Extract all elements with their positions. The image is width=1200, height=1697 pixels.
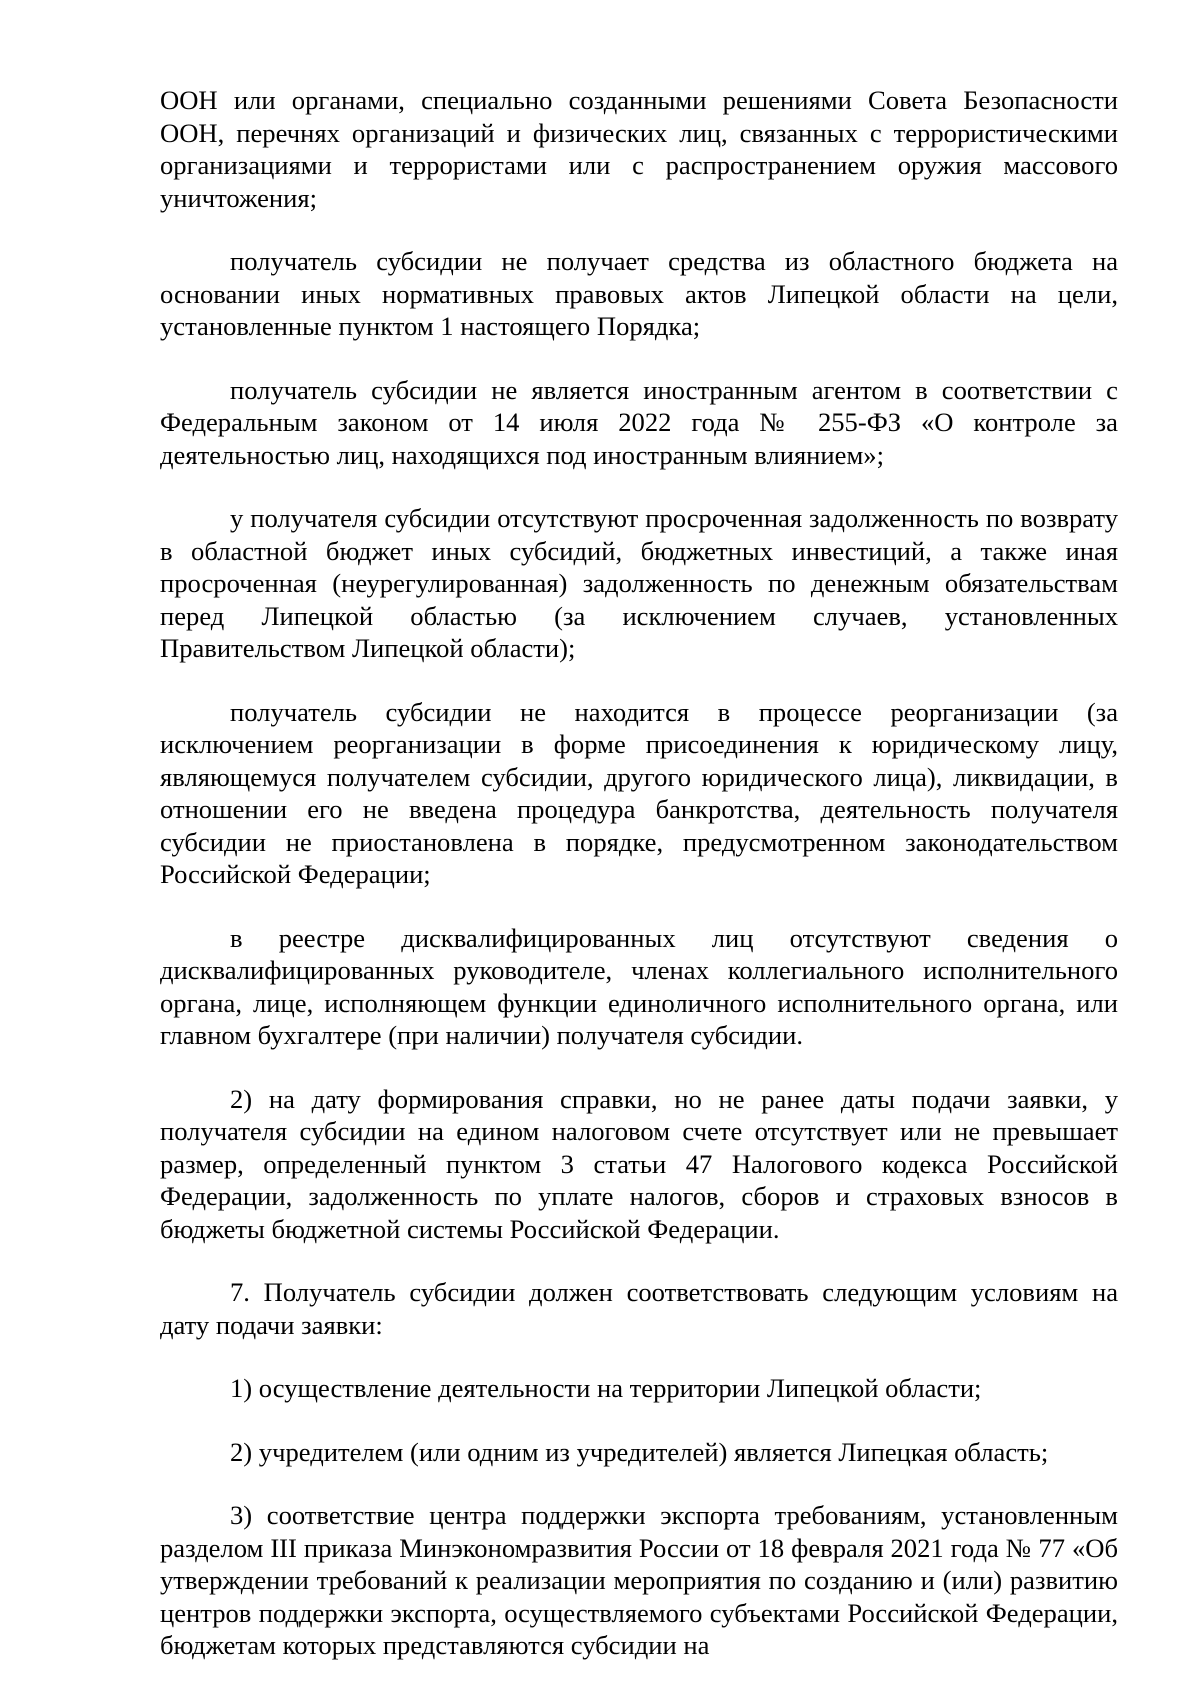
paragraph-foreign-agent: получатель субсидии не является иностранным агентом в соответствии с Федеральным законом от 14 июля 2022 года № 255-ФЗ «О контроле за деятельностью лиц, находящихся под иностранным влиянием»; [160, 374, 1118, 470]
paragraph-item-7-conditions: 7. Получатель субсидии должен соответствовать следующим условиям на дату подачи заявки: [160, 1277, 1118, 1340]
paragraph-tax-debt: 2) на дату формирования справки, но не ранее даты подачи заявки, у получателя субсидии на едином налоговом счете отсутствует или не превышает размер, определенный пунктом 3 статьи 47 Налогового кодекса Российской Федерации, задолженность по уплате налогов, сборов и страховых взносов в бюджеты бюджетной системы Российской Федерации. [160, 1083, 1118, 1244]
paragraph-no-other-funds: получатель субсидии не получает средства из областного бюджета на основании иных нормативных правовых актов Липецкой области на цели, установленные пунктом 1 настоящего Порядка; [160, 246, 1118, 341]
paragraph-un-lists: ООН или органами, специально созданными решениями Совета Безопасности ООН, перечнях организаций и физических лиц, связанных с террористическими организациями и террористами или с распространением оружия массового уничтожения; [160, 85, 1118, 213]
paragraph-condition-3: 3) соответствие центра поддержки экспорта требованиям, установленным разделом III приказа Минэкономразвития России от 18 февраля 2021 года № 77 «Об утверждении требований к реализации мероприятия по созданию и (или) развитию центров поддержки экспорта, осуществляемого субъектами Российской Федерации, бюджетам которых представляются субсидии на [160, 1500, 1118, 1660]
paragraph-disqualified-registry: в реестре дисквалифицированных лиц отсутствуют сведения о дисквалифицированных руководителе, членах коллегиального исполнительного органа, лице, исполняющем функции единоличного исполнительного органа, или главном бухгалтере (при наличии) получателя субсидии. [160, 922, 1118, 1050]
paragraph-condition-1: 1) осуществление деятельности на территории Липецкой области; [230, 1373, 982, 1403]
paragraph-condition-2: 2) учредителем (или одним из учредителей) является Липецкая область; [230, 1436, 1049, 1467]
paragraph-reorganization: получатель субсидии не находится в процессе реорганизации (за исключением реорганизации в форме присоединения к юридическому лицу, являющемуся получателем субсидии, другого юридического лица), ликвидации, в отношении его не введена процедура банкротства, деятельность получателя субсидии не приостановлена в порядке, предусмотренном законодательством Российской Федерации; [160, 696, 1118, 889]
paragraph-overdue-debt: у получателя субсидии отсутствуют просроченная задолженность по возврату в областной бюджет иных субсидий, бюджетных инвестиций, а также иная просроченная (неурегулированная) задолженность по денежным обязательствам перед Липецкой областью (за исключением случаев, установленных Правительством Липецкой области); [160, 503, 1118, 663]
